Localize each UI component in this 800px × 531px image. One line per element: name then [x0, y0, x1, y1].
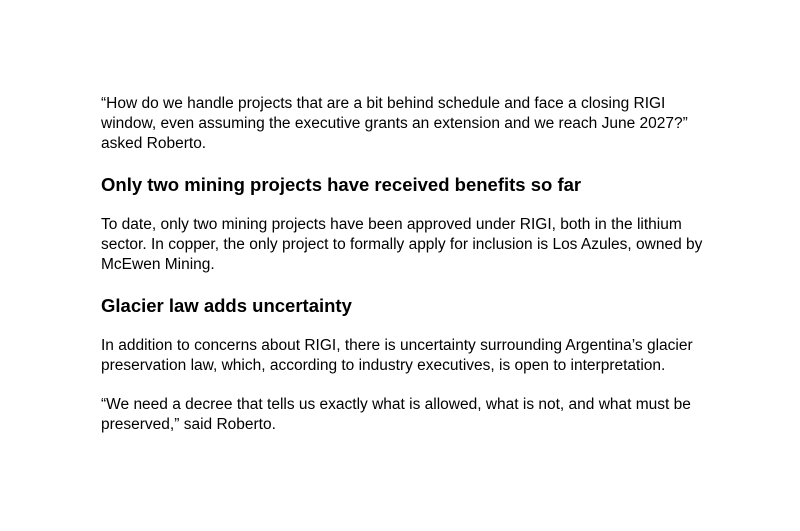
heading-glacier-law: Glacier law adds uncertainty [101, 295, 352, 316]
heading-mining-projects: Only two mining projects have received benefits so far [101, 174, 582, 195]
paragraph-approved-projects: To date, only two mining projects have been approved under RIGI, both in the lithium sector. In copper, the only project to formally apply for inclusion is Los Azules, owned by McEwen Mining. [101, 216, 703, 273]
article-body [101, 94, 721, 435]
paragraph-quote-schedule: “How do we handle projects that are a bit behind schedule and face a closing RIGI window, even assuming the executive grants an extension and we reach June 2027?” asked Roberto. [101, 95, 688, 152]
paragraph-quote-decree: “We need a decree that tells us exactly what is allowed, what is not, and what must be preserved,” said Roberto. [101, 396, 691, 433]
paragraph-glacier-uncertainty: In addition to concerns about RIGI, there is uncertainty surrounding Argentina’s glacier preservation law, which, according to industry executives, is open to interpretation. [101, 337, 693, 374]
